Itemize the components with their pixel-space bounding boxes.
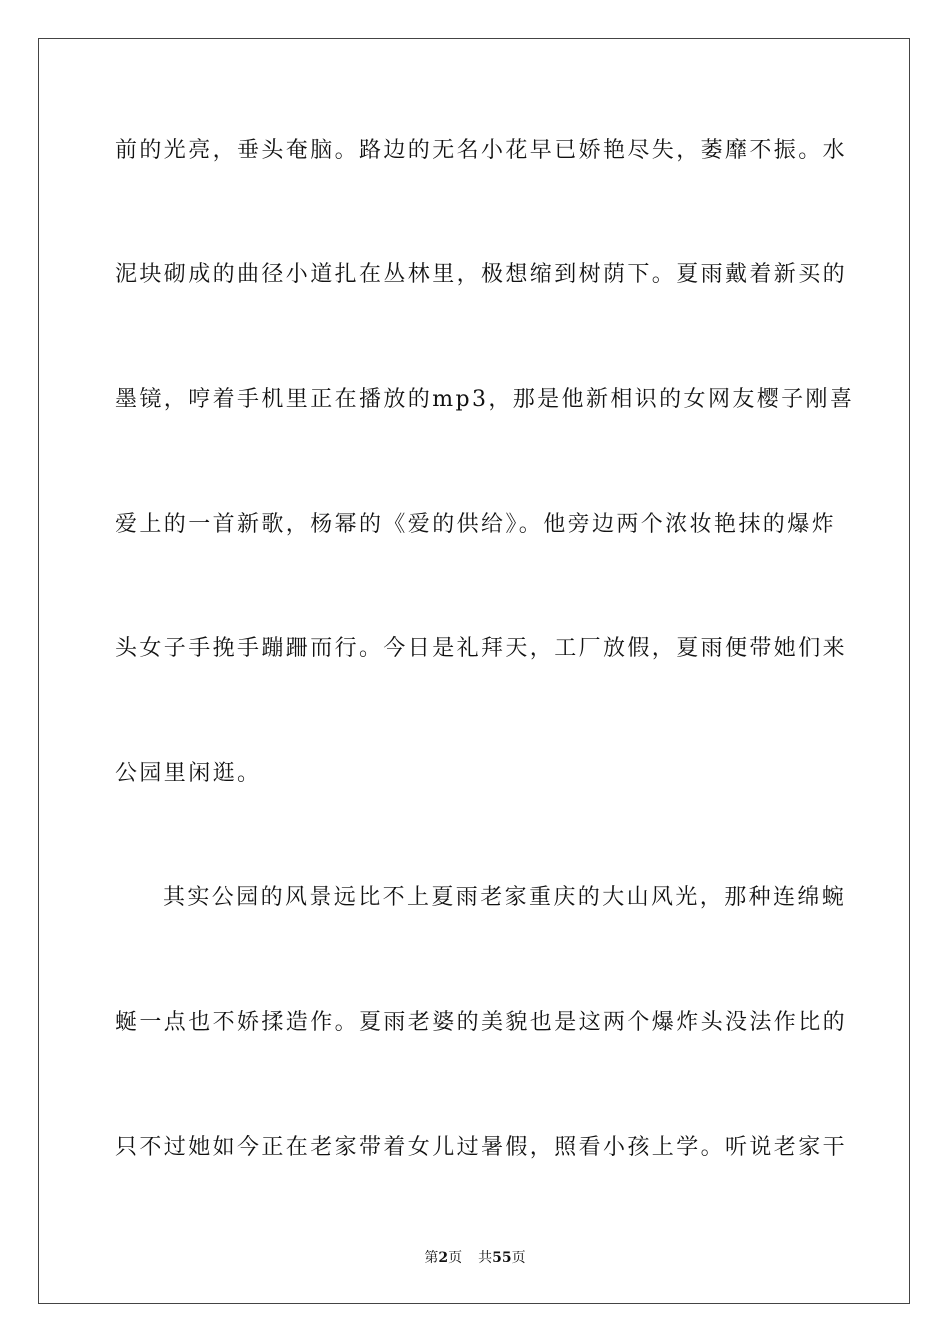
footer-page-prefix: 第 [424, 1250, 439, 1266]
total-page-count: 55 [492, 1250, 512, 1266]
page-border [38, 38, 910, 1304]
paragraph-line-indented: 其实公园的风景远比不上夏雨老家重庆的大山风光，那种连绵蜿 [163, 885, 847, 910]
paragraph-line: 只不过她如今正在老家带着女儿过暑假，照看小孩上学。听说老家干 [115, 1135, 848, 1160]
paragraph-line: 头女子手挽手蹦跚而行。今日是礼拜天，工厂放假，夏雨便带她们来 [115, 636, 848, 661]
footer-total-prefix: 共 [478, 1250, 493, 1266]
page-footer [0, 1249, 950, 1267]
paragraph-line: 公园里闲逛。 [115, 761, 262, 786]
footer-page-suffix: 页 [448, 1250, 463, 1266]
current-page-number: 2 [438, 1250, 449, 1266]
paragraph-line: 爱上的一首新歌，杨幂的《爱的供给》。他旁边两个浓妆艳抹的爆炸 [115, 512, 837, 537]
footer-total-suffix: 页 [511, 1250, 526, 1266]
paragraph-line: 前的光亮，垂头奄脑。路边的无名小花早已娇艳尽失，萎靡不振。水 [115, 138, 848, 163]
paragraph-line: 泥块砌成的曲径小道扎在丛林里，极想缩到树荫下。夏雨戴着新买的 [115, 262, 848, 287]
paragraph-line: 蜒一点也不娇揉造作。夏雨老婆的美貌也是这两个爆炸头没法作比的 [115, 1010, 848, 1035]
paragraph-line: 墨镜，哼着手机里正在播放的mp3，那是他新相识的女网友樱子刚喜 [115, 387, 855, 412]
